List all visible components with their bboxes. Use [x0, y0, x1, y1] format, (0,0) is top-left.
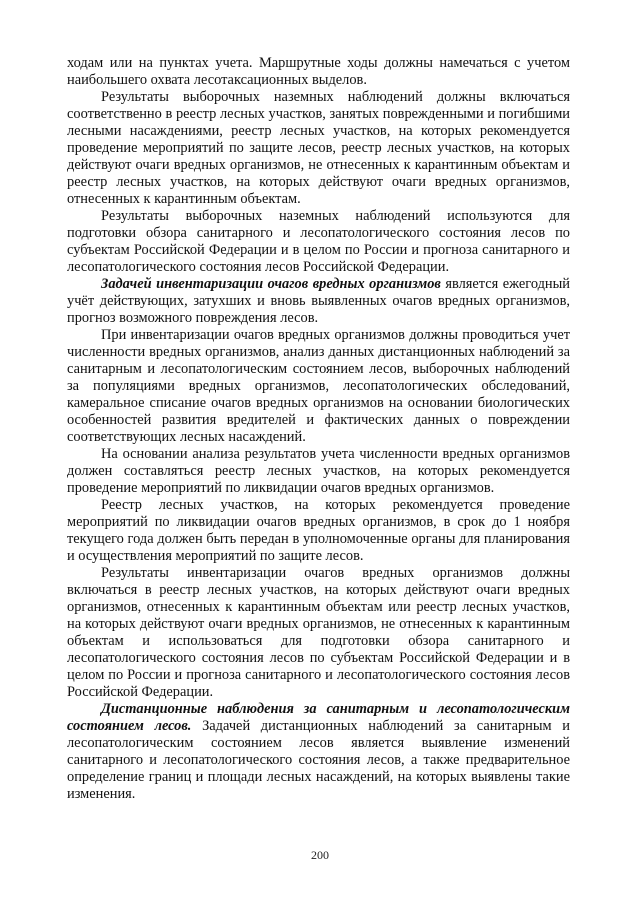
paragraph-4	[67, 276, 570, 327]
paragraph-9	[67, 701, 570, 803]
paragraph-4-lead: Задачей инвентаризации очагов вредных организмов	[101, 276, 441, 292]
paragraph-9-lead: Дистанционные наблюдения за санитарным и лесопатологическим состоянием лесов.	[67, 701, 570, 734]
paragraph-2-text: Результаты выборочных наземных наблюдений должны включаться соответственно в реестр лесных участков, занятых поврежденными и погибшими лесными насаждениями, реестр лесных участков, на которых рекомендуется проведение мероприятий по защите лесов, реестр лесных участков, на которых действуют очаги вредных организмов, не отнесенных к карантинным объектам и реестр лесных участков, на которых действуют очаги вредных организмов, отнесенных к карантинным объектам.	[67, 89, 570, 207]
paragraph-1	[67, 55, 570, 89]
page-number: 200	[311, 848, 329, 862]
paragraph-6	[67, 446, 570, 497]
paragraph-2	[67, 89, 570, 208]
paragraph-9-text: Задачей дистанционных наблюдений за санитарным и лесопатологическим состоянием лесов является выявление изменений санитарного и лесопатологического состояния лесов, а также предварительное определение границ и площади лесных насаждений, на которых выявлены такие изменения.	[67, 718, 570, 802]
paragraph-8-text: Результаты инвентаризации очагов вредных организмов должны включаться в реестр лесных участков, на которых действуют очаги вредных организмов, отнесенных к карантинным объектам или реестр лесных участков, на которых действуют очаги вредных организмов, не отнесенных к карантинным объектам и использоваться для подготовки обзора санитарного и лесопатологического состояния лесов по субъектам Российской Федерации и в целом по России и прогноза санитарного и лесопатологического состояния лесов Российской Федерации.	[67, 565, 570, 700]
paragraph-6-text: На основании анализа результатов учета численности вредных организмов должен составляться реестр лесных участков, на которых рекомендуется проведение мероприятий по ликвидации очагов вредных организмов.	[67, 446, 570, 496]
paragraph-5-text: При инвентаризации очагов вредных организмов должны проводиться учет численности вредных организмов, анализ данных дистанционных наблюдений за санитарным и лесопатологическим состоянием лесов, выборочных наблюдений за популяциями вредных организмов, лесопатологических обследований, камеральное списание очагов вредных организмов на основании биологических особенностей развития вредителей и фактических данных о повреждении соответствующих лесных насаждений.	[67, 327, 570, 445]
paragraph-7-text: Реестр лесных участков, на которых рекомендуется проведение мероприятий по ликвидации очагов вредных организмов, в срок до 1 ноября текущего года должен быть передан в уполномоченные органы для планирования и осуществления мероприятий по защите лесов.	[67, 497, 570, 564]
document-page	[67, 55, 570, 803]
paragraph-3-text: Результаты выборочных наземных наблюдений используются для подготовки обзора санитарного и лесопатологического состояния лесов по субъектам Российской Федерации и в целом по России и прогноза санитарного и лесопатологического состояния лесов Российской Федерации.	[67, 208, 570, 275]
paragraph-3	[67, 208, 570, 276]
paragraph-4-text: является ежегодный учёт действующих, затухших и вновь выявленных очагов вредных организмов, прогноз возможного повреждения лесов.	[67, 276, 570, 326]
paragraph-8	[67, 565, 570, 701]
paragraph-7	[67, 497, 570, 565]
paragraph-5	[67, 327, 570, 446]
paragraph-1-text: ходам или на пунктах учета. Маршрутные ходы должны намечаться с учетом наибольшего охвата лесотаксационных выделов.	[67, 55, 570, 88]
